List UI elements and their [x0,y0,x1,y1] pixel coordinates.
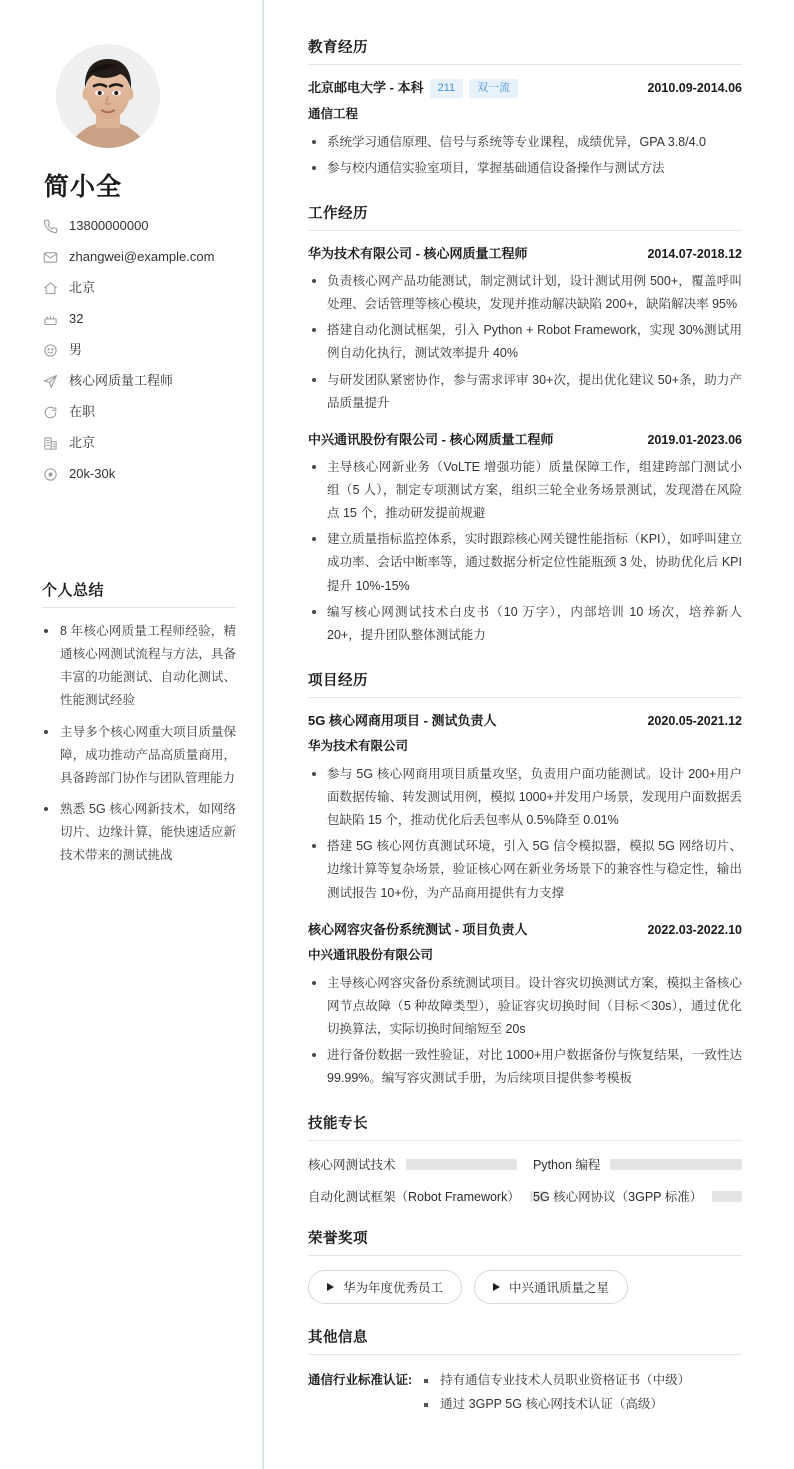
contact-value: 32 [69,311,84,327]
work-date: 2014.07-2018.12 [647,246,742,261]
phone-icon [42,218,59,235]
skill-progress-bar [712,1191,742,1202]
contact-item-position [42,373,236,390]
project-name-role: 5G 核心网商用项目 - 测试负责人 [308,712,497,728]
target-icon [42,466,59,483]
other-row [308,1369,742,1417]
entry-header [308,712,742,730]
bullet: 建立质量指标监控体系，实时跟踪核心网关键性能指标（KPI），如呼叫建立成功率、会话中断率等，通过数据分析定位性能瓶颈 3 处，协助优化后 KPI 提升 10%-15% [308,528,742,597]
paper-plane-icon [42,373,59,390]
envelope-icon [42,249,59,266]
projects-section [308,669,742,1090]
bullet: 主导核心网新业务（VoLTE 增强功能）质量保障工作，组建跨部门测试小组（5 人），制定专项测试方案，组织三轮全业务场景测试，发现潜在风险点 15 个，推动研发提前规避 [308,456,742,525]
sidebar [0,0,264,1469]
contact-value: 13800000000 [69,218,149,234]
contact-list [42,218,236,483]
skill-progress-bar [406,1159,517,1170]
contact-value: 男 [69,342,83,358]
main-content [264,0,794,1469]
project-bullets [308,972,742,1091]
skill-item [308,1187,520,1205]
skill-label: 核心网测试技术 [308,1158,396,1173]
education-school: 北京邮电大学 - 本科 [308,80,424,96]
education-date: 2010.09-2014.06 [647,81,742,96]
skills-section [308,1112,742,1205]
summary-title: 个人总结 [42,579,236,608]
summary-section [42,579,236,867]
work-date: 2019.01-2023.06 [647,432,742,447]
project-name-role: 核心网容灾备份系统测试 - 项目负责人 [308,921,528,937]
contact-item-salary [42,466,236,483]
skill-item [533,1155,742,1173]
contact-item-gender [42,342,236,359]
project-company: 中兴通讯股份有限公司 [308,947,434,962]
skill-item [308,1155,517,1173]
entry-header [308,79,742,98]
bullet: 系统学习通信原理、信号与系统等专业课程，成绩优异，GPA 3.8/4.0 [308,131,742,154]
contact-value: 核心网质量工程师 [69,373,174,389]
project-date: 2022.03-2022.10 [647,922,742,937]
award-pill[interactable] [308,1270,462,1304]
work-entry [308,245,742,415]
contact-item-status [42,404,236,421]
work-entry [308,431,742,647]
award-label: 华为年度优秀员工 [343,1281,444,1296]
skills-grid [308,1155,742,1205]
work-company-role: 中兴通讯股份有限公司 - 核心网质量工程师 [308,431,554,447]
work-company-role: 华为技术有限公司 - 核心网质量工程师 [308,245,528,261]
work-section [308,202,742,647]
refresh-icon [42,404,59,421]
skill-label: 自动化测试框架（Robot Framework） [308,1190,520,1205]
other-title: 其他信息 [308,1326,742,1355]
bullet: 与研发团队紧密协作，参与需求评审 30+次，提出优化建议 50+条，助力产品质量提升 [308,369,742,415]
project-date: 2020.05-2021.12 [647,713,742,728]
contact-item-workplace [42,435,236,452]
summary-bullet: 8 年核心网质量工程师经验，精通核心网测试流程与方法，具备丰富的功能测试、自动化测试、性能测试经验 [42,620,236,713]
bullet: 负责核心网产品功能测试，制定测试计划，设计测试用例 500+，覆盖呼叫处理、会话管理等核心模块，发现并推动解决缺陷 200+，缺陷解决率 95% [308,270,742,316]
bullet: 主导核心网容灾备份系统测试项目。设计容灾切换测试方案，模拟主备核心网节点故障（5 种故障类型），验证容灾切换时间（目标＜30s），通过优化切换算法，实际切换时间缩短至 20s [308,972,742,1041]
entry-header [308,431,742,449]
play-triangle-icon [327,1283,334,1291]
bullet: 编写核心网测试技术白皮书（10 万字），内部培训 10 场次，培养新人 20+，提升团队整体测试能力 [308,601,742,647]
project-bullets [308,763,742,905]
awards-row [308,1270,742,1304]
bullet: 搭建 5G 核心网仿真测试环境，引入 5G 信令模拟器，模拟 5G 网络切片、边缘计算等复杂场景，验证核心网在新业务场景下的兼容性与稳定性，输出测试报告 10+份，为产品商用提供有力支撑 [308,835,742,904]
contact-value: 在职 [69,404,96,420]
award-label: 中兴通讯质量之星 [509,1281,610,1296]
education-section [308,36,742,180]
building-icon [42,435,59,452]
bullet: 参与 5G 核心网商用项目质量攻坚，负责用户面功能测试。设计 200+用户面数据传输、转发测试用例，模拟 1000+并发用户场景，发现用户面数据丢包缺陷 15 个，推动优化后丢包率从 0.5%降至 0.01% [308,763,742,832]
other-section [308,1326,742,1417]
contact-value: 20k-30k [69,466,116,482]
contact-item-phone [42,218,236,235]
skill-progress-bar [610,1159,742,1170]
avatar-photo [56,44,160,148]
skill-label: Python 编程 [533,1158,601,1173]
skill-label: 5G 核心网协议（3GPP 标准） [533,1190,703,1205]
entry-header [308,245,742,263]
education-major: 通信工程 [308,106,359,121]
home-icon [42,280,59,297]
summary-bullets [42,620,236,867]
education-school-line [308,79,518,98]
project-company: 华为技术有限公司 [308,739,409,754]
other-item: 通过 3GPP 5G 核心网技术认证（高级） [418,1393,742,1417]
education-title: 教育经历 [308,36,742,65]
project-entry [308,712,742,905]
contact-value: 北京 [69,435,96,451]
education-bullets [308,131,742,180]
skill-item [533,1187,742,1205]
awards-section [308,1227,742,1304]
projects-title: 项目经历 [308,669,742,698]
avatar [56,44,160,148]
contact-item-hometown [42,280,236,297]
contact-item-age [42,311,236,328]
education-entry [308,79,742,180]
bullet: 搭建自动化测试框架，引入 Python + Robot Framework，实现 30%测试用例自动化执行，测试效率提升 40% [308,319,742,365]
project-entry [308,921,742,1091]
gender-icon [42,342,59,359]
award-pill[interactable] [474,1270,628,1304]
work-bullets [308,270,742,415]
entry-header [308,921,742,939]
contact-value: zhangwei@example.com [69,249,215,265]
profile-name: 简小全 [44,173,123,201]
education-tag-211: 211 [430,79,464,98]
summary-bullet: 熟悉 5G 核心网新技术，如网络切片、边缘计算，能快速适应新技术带来的测试挑战 [42,798,236,867]
contact-item-email [42,249,236,266]
summary-bullet: 主导多个核心网重大项目质量保障，成功推动产品高质量商用，具备跨部门协作与团队管理能力 [42,721,236,790]
contact-value: 北京 [69,280,96,296]
awards-title: 荣誉奖项 [308,1227,742,1256]
other-list [418,1369,742,1417]
other-label: 通信行业标准认证: [308,1373,413,1388]
other-item: 持有通信专业技术人员职业资格证书（中级） [418,1369,742,1393]
play-triangle-icon [493,1283,500,1291]
skills-title: 技能专长 [308,1112,742,1141]
work-bullets [308,456,742,647]
bullet: 进行备份数据一致性验证，对比 1000+用户数据备份与恢复结果，一致性达 99.99%。编写容灾测试手册，为后续项目提供参考模板 [308,1044,742,1090]
work-title: 工作经历 [308,202,742,231]
education-tag-shuangyiliu: 双一流 [469,79,518,98]
bullet: 参与校内通信实验室项目，掌握基础通信设备操作与测试方法 [308,157,742,180]
cake-icon [42,311,59,328]
